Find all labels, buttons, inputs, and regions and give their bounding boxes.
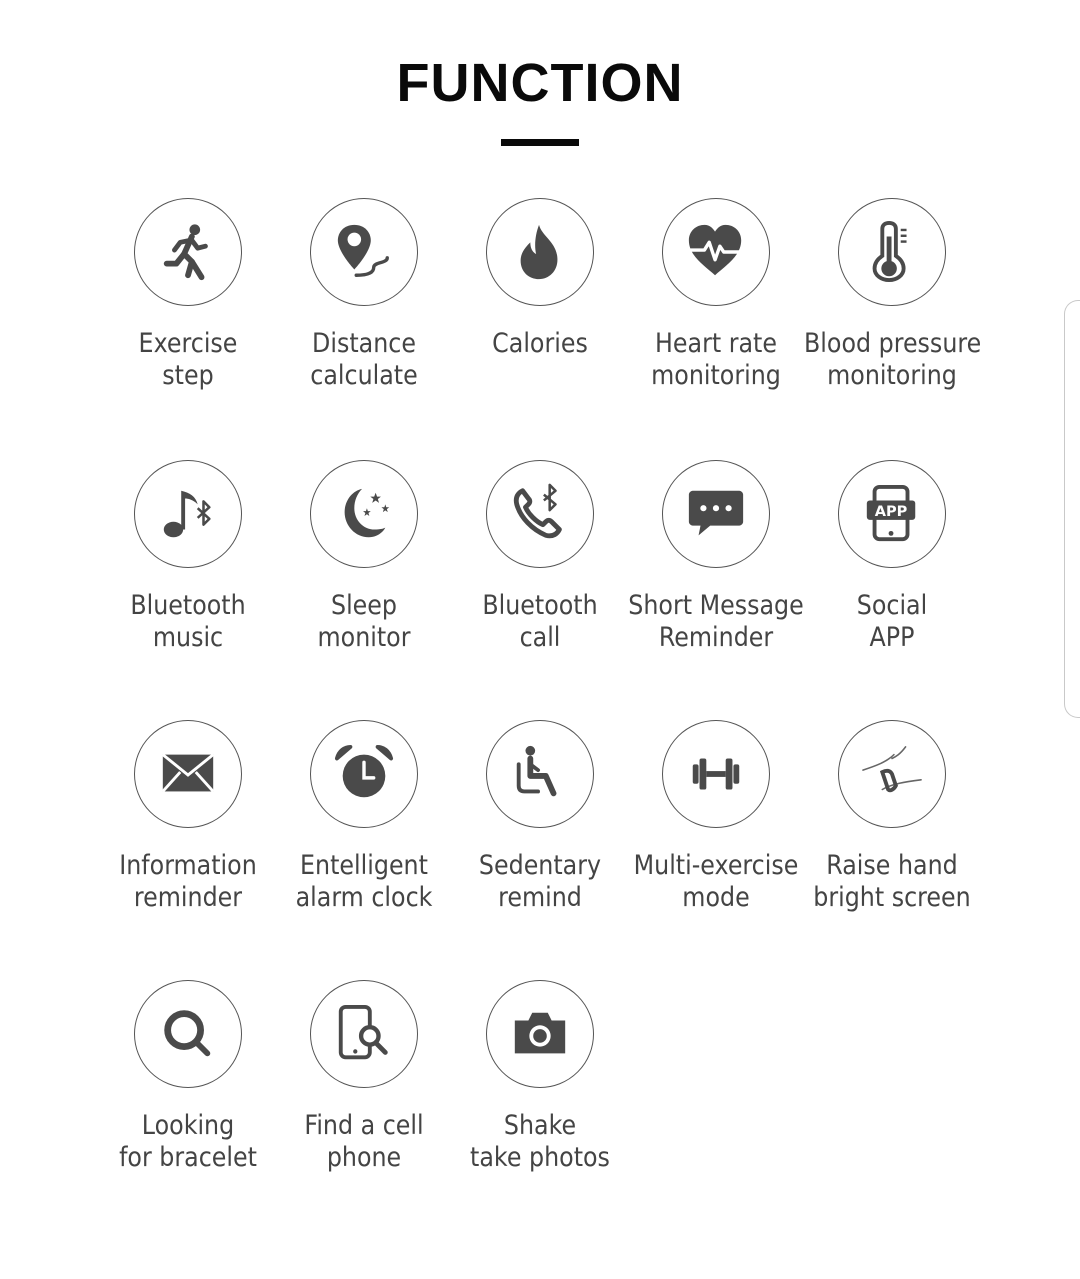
feature-label-line: Calories	[492, 328, 588, 359]
feature-label-line: Entelligent	[300, 850, 428, 881]
feature-label	[628, 590, 804, 654]
feature-label	[804, 850, 980, 914]
feature-item	[98, 980, 278, 1210]
heartbeat-icon	[662, 198, 770, 306]
search-ring-icon	[134, 980, 242, 1088]
feature-label	[628, 328, 804, 392]
feature-item	[274, 460, 454, 690]
feature-label-line: Sleep	[330, 590, 397, 621]
feature-item	[802, 198, 982, 428]
feature-label-line: Multi-exercise	[633, 850, 799, 881]
bluetooth-call-icon	[486, 460, 594, 568]
feature-label-line: step	[162, 360, 214, 391]
feature-item	[802, 460, 982, 690]
feature-label-line: Find a cell	[304, 1110, 424, 1141]
feature-label	[100, 590, 276, 654]
moon-stars-icon	[310, 460, 418, 568]
feature-label-line: Shake	[503, 1110, 577, 1141]
app-phone-icon	[838, 460, 946, 568]
feature-label-line: calculate	[310, 360, 418, 391]
edge-panel-handle[interactable]	[1064, 300, 1080, 718]
feature-label-line: APP	[869, 622, 915, 653]
dumbbell-icon	[662, 720, 770, 828]
feature-label-line: Distance	[312, 328, 416, 359]
feature-label-line: monitoring	[651, 360, 781, 391]
page-title: FUNCTION	[396, 53, 684, 113]
feature-label-line: Sedentary	[478, 850, 602, 881]
feature-item	[626, 720, 806, 950]
envelope-icon	[134, 720, 242, 828]
message-bubble-icon	[662, 460, 770, 568]
flame-icon	[486, 198, 594, 306]
feature-label	[100, 328, 276, 392]
feature-label-line: Short Message	[628, 590, 804, 621]
feature-item	[450, 720, 630, 950]
feature-label-line: Social	[856, 590, 928, 621]
feature-label-line: remind	[498, 882, 582, 913]
feature-label-line: Heart rate	[655, 328, 777, 359]
feature-label	[100, 850, 276, 914]
feature-label-line: Raise hand	[826, 850, 958, 881]
feature-label-line: music	[152, 622, 224, 653]
feature-label-line: mode	[682, 882, 750, 913]
feature-item	[450, 980, 630, 1210]
feature-item	[274, 720, 454, 950]
feature-item	[98, 720, 278, 950]
title-underline	[501, 139, 579, 146]
feature-label-line: Looking	[141, 1110, 235, 1141]
feature-label	[452, 590, 628, 654]
feature-item	[626, 198, 806, 428]
feature-label	[804, 328, 980, 392]
camera-icon	[486, 980, 594, 1088]
wrist-band-icon	[838, 720, 946, 828]
feature-label-line: call	[519, 622, 561, 653]
feature-label-line: Blood pressure	[804, 328, 982, 359]
feature-label	[276, 850, 452, 914]
feature-label	[452, 850, 628, 914]
feature-item	[450, 460, 630, 690]
feature-label-line: Bluetooth	[482, 590, 598, 621]
feature-item	[274, 980, 454, 1210]
seated-person-icon	[486, 720, 594, 828]
location-pin-route-icon	[310, 198, 418, 306]
feature-label	[276, 1110, 452, 1174]
feature-label-line: Bluetooth	[130, 590, 246, 621]
feature-label	[452, 328, 628, 360]
phone-search-icon	[310, 980, 418, 1088]
feature-label-line: alarm clock	[295, 882, 433, 913]
feature-item	[626, 460, 806, 690]
feature-item	[802, 720, 982, 950]
feature-label	[452, 1110, 628, 1174]
feature-label-line: monitor	[317, 622, 411, 653]
feature-label	[804, 590, 980, 654]
feature-label-line: Exercise	[138, 328, 238, 359]
feature-item	[274, 198, 454, 428]
feature-label	[100, 1110, 276, 1174]
feature-item	[98, 198, 278, 428]
feature-label-line: Reminder	[658, 622, 774, 653]
feature-label-line: bright screen	[813, 882, 971, 913]
feature-label	[276, 590, 452, 654]
feature-label-line: take photos	[470, 1142, 610, 1173]
app-icon-text: APP	[874, 503, 908, 520]
feature-item	[98, 460, 278, 690]
feature-label-line: monitoring	[827, 360, 957, 391]
feature-label-line: phone	[326, 1142, 402, 1173]
alarm-clock-icon	[310, 720, 418, 828]
feature-item	[450, 198, 630, 428]
feature-label-line: reminder	[133, 882, 243, 913]
feature-label	[628, 850, 804, 914]
thermometer-icon	[838, 198, 946, 306]
feature-label	[276, 328, 452, 392]
feature-label-line: for bracelet	[119, 1142, 257, 1173]
running-person-icon	[134, 198, 242, 306]
bluetooth-music-icon	[134, 460, 242, 568]
feature-label-line: Information	[119, 850, 257, 881]
